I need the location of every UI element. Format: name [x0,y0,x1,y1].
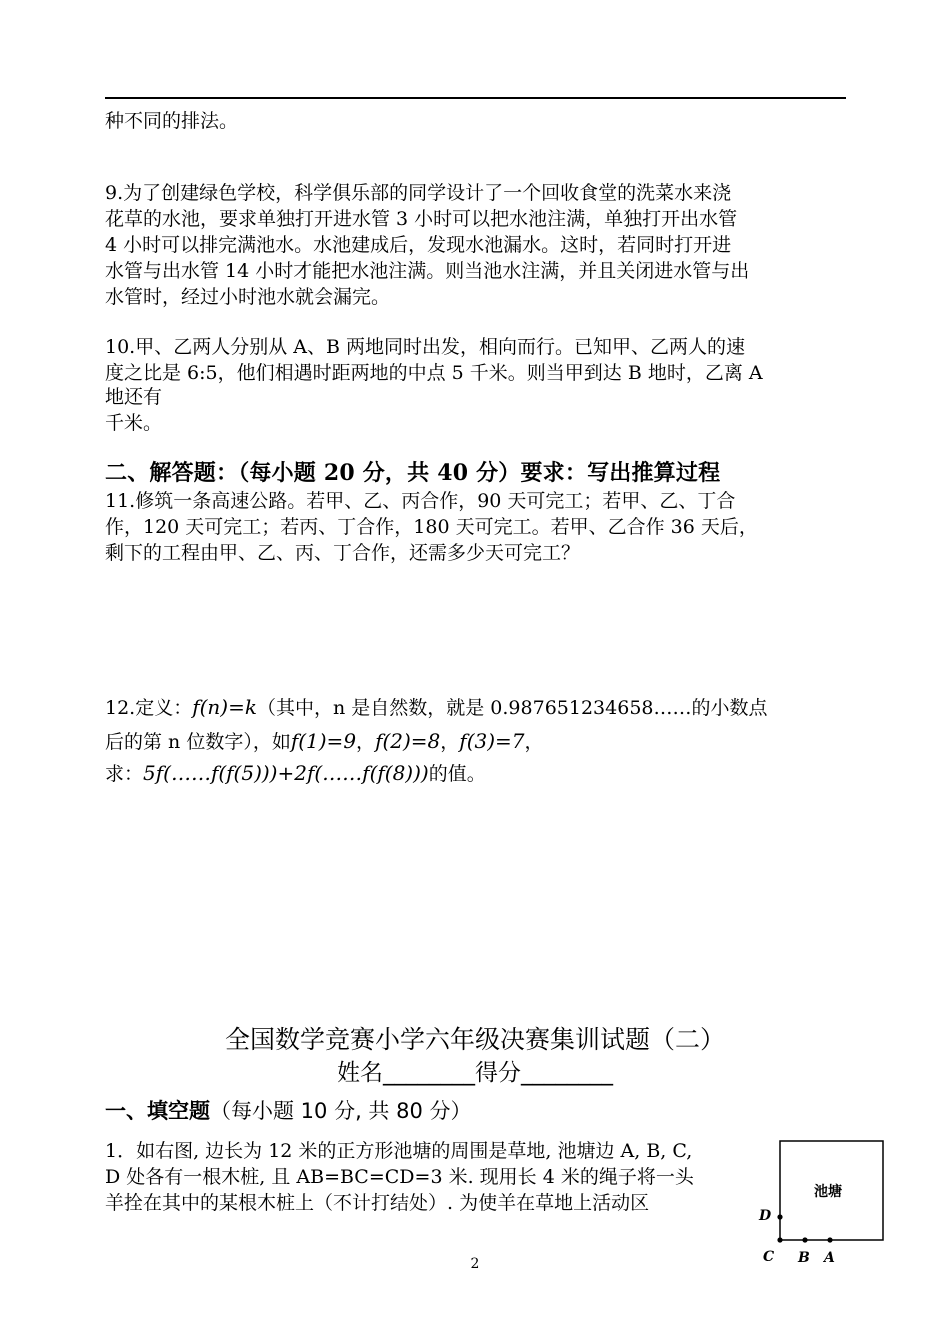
q10-line: 度之比是 6:5，他们相遇时距两地的中点 5 千米。则当甲到达 B 地时，乙离 A [105,362,763,384]
q12-line3-prefix: 求： [105,763,144,785]
q12-line-2 [105,728,846,755]
name-score-line: 姓名________得分________ [337,1060,613,1086]
q11-line: 作，120 天可完工；若丙、丁合作，180 天可完工。若甲、乙合作 36 天后， [105,516,758,538]
q12-separator: ， [524,731,544,753]
q11-line: 11.修筑一条高速公路。若甲、乙、丙合作，90 天可完工；若甲、乙、丁合 [105,490,736,512]
label-b: B [798,1250,810,1266]
continuation-text: 种不同的排法。 [105,110,239,132]
q9-line: 4 小时可以排完满池水。水池建成后，发现水池漏水。这时，若同时打开进 [105,234,732,256]
label-a: A [824,1250,835,1266]
q10-line: 10.甲、乙两人分别从 A、B 两地同时出发，相向而行。已知甲、乙两人的速 [105,336,745,358]
q12-line-3 [105,760,846,787]
page-number: 2 [470,1256,480,1272]
q1-line: 1．如右图, 边长为 12 米的正方形池塘的周围是草地, 池塘边 A, B, C, [105,1140,693,1162]
label-d: D [759,1208,772,1224]
q9-line: 水管与出水管 14 小时才能把水池注满。则当池水注满，并且关闭进水管与出 [105,260,750,282]
q10-line: 地还有 [105,386,163,408]
q9-line: 花草的水池，要求单独打开进水管 3 小时可以把水池注满，单独打开出水管 [105,208,738,230]
document-title: 全国数学竞赛小学六年级决赛集训试题（二） [224,1025,725,1054]
section-1-heading-rest: （每小题 10 分, 共 80 分） [210,1099,472,1123]
q12-prefix: 12.定义： [105,697,193,719]
section-1-heading [105,1096,472,1126]
q1-line: 羊拴在其中的某根木桩上（不计打结处）. 为使羊在草地上活动区 [105,1192,650,1214]
label-c: C [763,1249,775,1265]
q12-example-3: f(3)=7 [459,729,525,753]
q12-line3-suffix: 的值。 [428,763,486,785]
q12-example-2: f(2)=8 [375,729,441,753]
q12-definition-formula: f(n)=k [192,695,257,719]
q12-separator: ， [356,731,376,753]
q9-line: 水管时，经过小时池水就会漏完。 [105,286,391,308]
q12-example-1: f(1)=9 [290,729,357,753]
pond-figure [755,1138,890,1268]
header-rule [105,97,846,99]
stake-b [802,1237,807,1242]
q12-line2-text: 后的第 n 位数字），如 [105,731,291,753]
section-2-heading: 二、解答题：（每小题 20 分，共 40 分）要求：写出推算过程 [105,460,721,486]
section-1-heading-bold: 一、填空题 [105,1099,210,1123]
q12-separator: ， [440,731,460,753]
pond-label: 池塘 [814,1184,842,1200]
q9-line: 9.为了创建绿色学校，科学俱乐部的同学设计了一个回收食堂的洗菜水来浇 [105,182,732,204]
stake-d [777,1214,782,1219]
q1-line: D 处各有一根木桩, 且 AB=BC=CD=3 米. 现用长 4 米的绳子将一头 [105,1166,694,1188]
q12-line1-text: （其中，n 是自然数，就是 0.987651234658……的小数点 [256,697,768,719]
q12-line-1 [105,694,846,721]
q10-line: 千米。 [105,412,163,434]
q12-question-formula: 5f(……f(f(5)))+2f(……f(f(8))) [143,761,429,785]
q11-line: 剩下的工程由甲、乙、丙、丁合作，还需多少天可完工？ [105,542,581,564]
stake-c [777,1237,782,1242]
stake-a [827,1237,832,1242]
